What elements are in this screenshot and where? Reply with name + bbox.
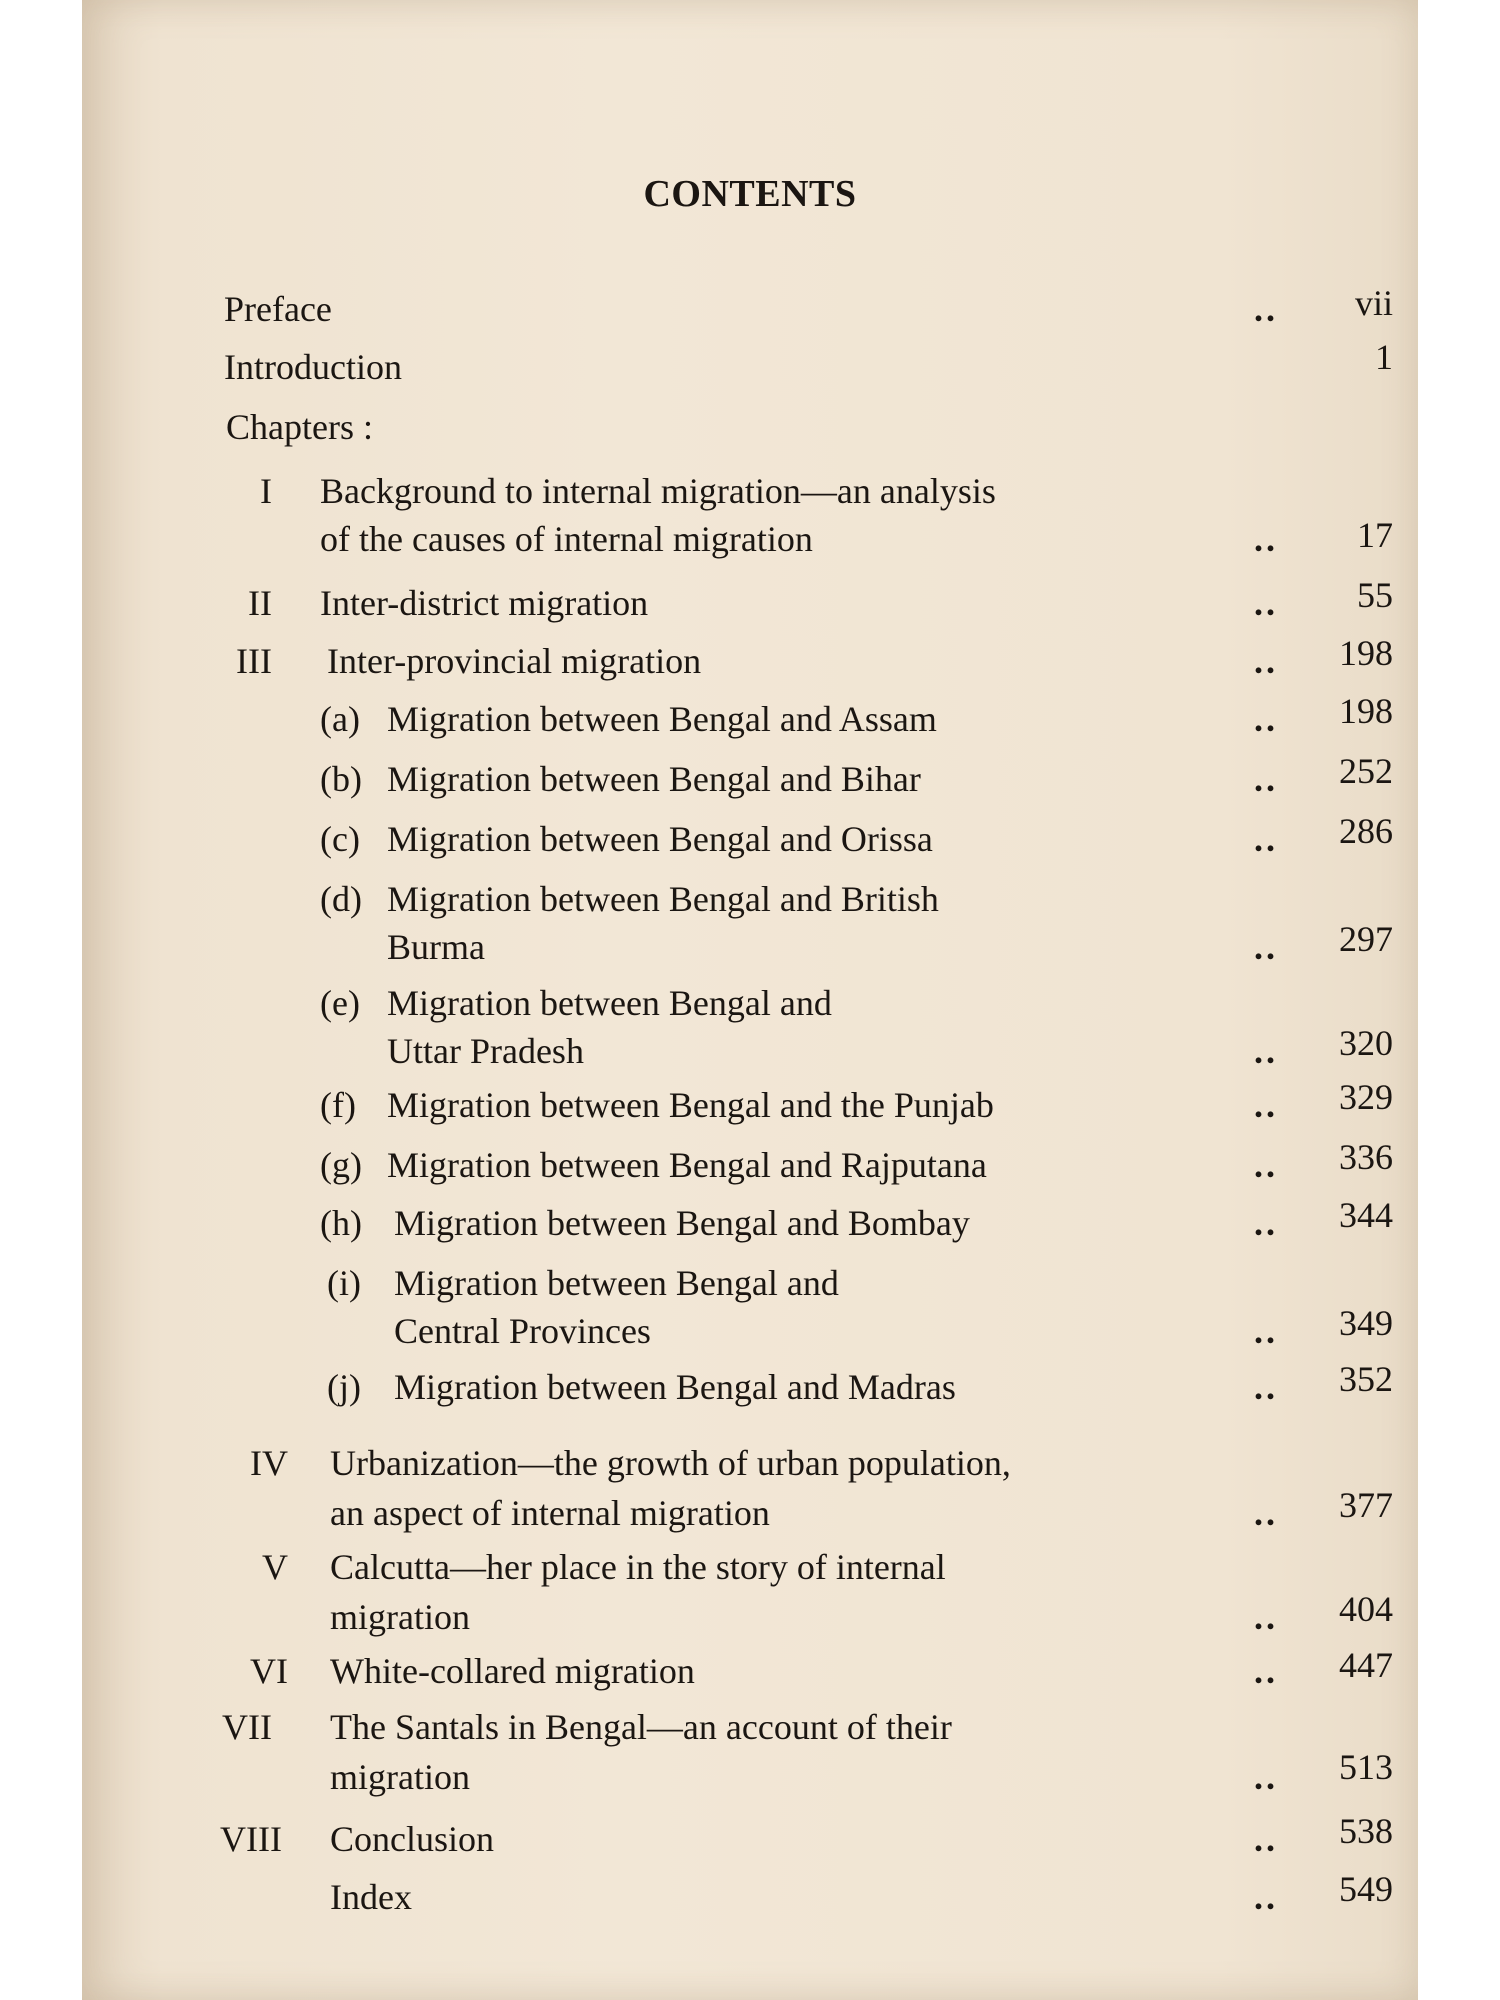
entry-label: Migration between Bengal and	[394, 1263, 839, 1303]
chapter-numeral: I	[260, 471, 272, 511]
page-number: 252	[1339, 751, 1393, 791]
dot-leader: ..	[1254, 1085, 1278, 1125]
page-title: CONTENTS	[643, 173, 857, 215]
entry-label: Migration between Bengal and Orissa	[387, 819, 933, 859]
page-number: vii	[1354, 283, 1393, 323]
page-number: 352	[1339, 1359, 1393, 1399]
page-number: 55	[1357, 575, 1393, 615]
dot-leader: ..	[1254, 699, 1278, 739]
section-letter: (g)	[320, 1145, 362, 1185]
entry-label: Introduction	[224, 347, 402, 387]
page-number: 329	[1339, 1077, 1393, 1117]
page-number: 549	[1339, 1869, 1393, 1909]
dot-leader: ..	[1254, 1877, 1278, 1917]
dot-leader: ..	[1254, 759, 1278, 799]
entry-label-continued: Burma	[387, 927, 485, 967]
dot-leader: ..	[1254, 289, 1278, 329]
entry-label: Calcutta—her place in the story of internal	[330, 1547, 946, 1587]
dot-leader: ..	[1254, 1651, 1278, 1691]
section-letter: (d)	[320, 879, 362, 919]
dot-leader: ..	[1254, 1031, 1278, 1071]
entry-label: Chapters :	[226, 407, 373, 447]
page-number: 286	[1339, 811, 1393, 851]
entry-label: Index	[330, 1877, 412, 1917]
entry-label: Migration between Bengal and Rajputana	[387, 1145, 987, 1185]
page-number: 1	[1375, 337, 1393, 377]
page-number: 336	[1339, 1137, 1393, 1177]
page-number: 17	[1357, 515, 1393, 555]
entry-label: Migration between Bengal and the Punjab	[387, 1085, 994, 1125]
chapter-numeral: II	[248, 583, 272, 623]
chapter-numeral: VI	[250, 1651, 288, 1691]
entry-label: Conclusion	[330, 1819, 495, 1859]
chapter-numeral: III	[236, 641, 272, 681]
entry-label: Inter-district migration	[320, 583, 649, 623]
page-number: 198	[1339, 633, 1393, 673]
dot-leader: ..	[1254, 583, 1278, 623]
dot-leader: ..	[1254, 1311, 1278, 1351]
section-letter: (a)	[320, 699, 360, 739]
entry-label-continued: Central Provinces	[394, 1311, 651, 1351]
entry-label: Migration between Bengal and	[387, 983, 832, 1023]
dot-leader: ..	[1254, 641, 1278, 681]
entry-label: Migration between Bengal and Assam	[387, 699, 937, 739]
section-letter: (h)	[320, 1203, 362, 1243]
section-letter: (f)	[320, 1085, 356, 1125]
dot-leader: ..	[1254, 1819, 1278, 1859]
section-letter: (j)	[327, 1367, 361, 1407]
page-number: 320	[1339, 1023, 1393, 1063]
section-letter: (b)	[320, 759, 362, 799]
entry-label-continued: an aspect of internal migration	[330, 1493, 770, 1533]
chapter-numeral: VIII	[220, 1819, 282, 1859]
page-number: 538	[1339, 1811, 1393, 1851]
entry-label: The Santals in Bengal—an account of their	[330, 1707, 952, 1747]
page-number: 513	[1339, 1747, 1393, 1787]
dot-leader: ..	[1254, 519, 1278, 559]
entry-label-continued: Uttar Pradesh	[387, 1031, 584, 1071]
entry-label: Migration between Bengal and British	[387, 879, 939, 919]
book-page	[82, 0, 1418, 2000]
dot-leader: ..	[1254, 1367, 1278, 1407]
entry-label-continued: of the causes of internal migration	[320, 519, 813, 559]
dot-leader: ..	[1254, 1493, 1278, 1533]
dot-leader: ..	[1254, 819, 1278, 859]
page-number: 344	[1339, 1195, 1393, 1235]
page-number: 198	[1339, 691, 1393, 731]
dot-leader: ..	[1254, 1203, 1278, 1243]
entry-label: White-collared migration	[330, 1651, 695, 1691]
section-letter: (e)	[320, 983, 360, 1023]
entry-label: Migration between Bengal and Bombay	[394, 1203, 970, 1243]
entry-label: Preface	[224, 289, 332, 329]
page-number: 404	[1339, 1589, 1393, 1629]
dot-leader: ..	[1254, 927, 1278, 967]
section-letter: (c)	[320, 819, 360, 859]
dot-leader: ..	[1254, 1145, 1278, 1185]
entry-label-continued: migration	[330, 1757, 470, 1797]
entry-label: Migration between Bengal and Madras	[394, 1367, 956, 1407]
chapter-numeral: VII	[222, 1707, 272, 1747]
entry-label-continued: migration	[330, 1597, 470, 1637]
dot-leader: ..	[1254, 1597, 1278, 1637]
page-number: 447	[1339, 1645, 1393, 1685]
entry-label: Migration between Bengal and Bihar	[387, 759, 921, 799]
page-number: 377	[1339, 1485, 1393, 1525]
entry-label: Background to internal migration—an analysis	[320, 471, 996, 511]
dot-leader: ..	[1254, 1757, 1278, 1797]
entry-label: Inter-provincial migration	[327, 641, 702, 681]
section-letter: (i)	[327, 1263, 361, 1303]
entry-label: Urbanization—the growth of urban population,	[330, 1443, 1011, 1483]
page-number: 297	[1339, 919, 1393, 959]
page-number: 349	[1339, 1303, 1393, 1343]
chapter-numeral: IV	[250, 1443, 288, 1483]
chapter-numeral: V	[262, 1547, 288, 1587]
